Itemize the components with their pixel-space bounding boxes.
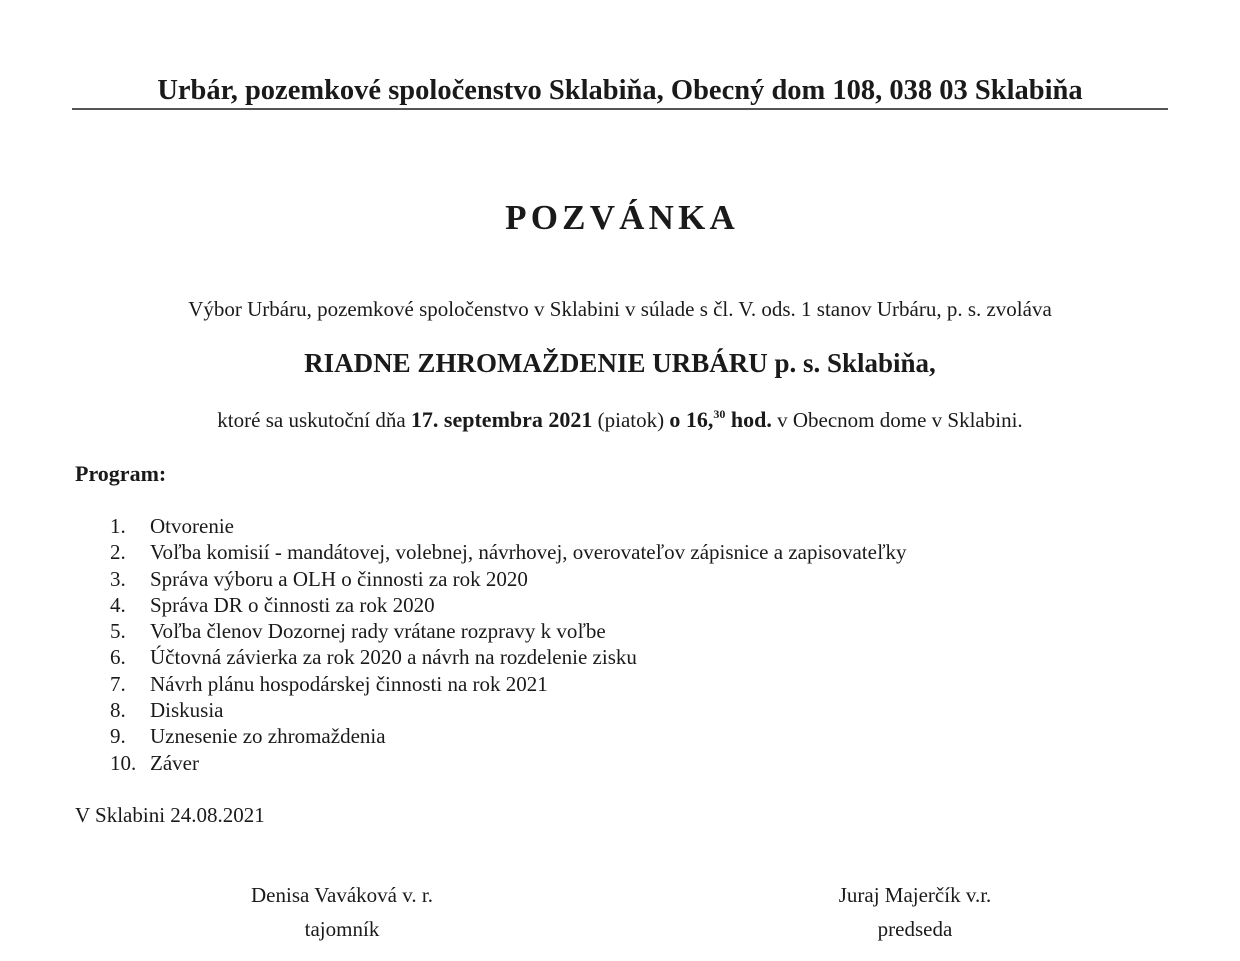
agenda-item (110, 513, 1070, 539)
agenda-item-number: 9. (110, 724, 126, 749)
agenda-item-number: 1. (110, 514, 126, 538)
meeting-details (0, 406, 1240, 434)
meeting-time-minutes: 30 (713, 407, 726, 421)
agenda-item-text: Voľba členov Dozornej rady vrátane rozpravy k voľbe (150, 619, 606, 644)
agenda-item-number: 8. (110, 698, 126, 723)
agenda-item-number: 10. (110, 750, 137, 775)
agenda-item (110, 697, 1070, 723)
agenda-item-text: Záver (150, 750, 199, 775)
agenda-item (110, 618, 1070, 644)
meeting-weekday: (piatok) (592, 408, 670, 432)
document-title: POZVÁNKA (505, 198, 740, 237)
agenda-item-text: Diskusia (150, 698, 224, 723)
agenda-item-text: Návrh plánu hospodárskej činnosti na rok 2021 (150, 671, 548, 696)
signature-role: tajomník (304, 917, 380, 941)
agenda-item-text: Správa DR o činnosti za rok 2020 (150, 592, 435, 617)
agenda-item (110, 592, 1070, 618)
program-heading: Program: (75, 461, 167, 486)
place-and-date: V Sklabini 24.08.2021 (75, 803, 265, 827)
agenda-item-number: 4. (110, 592, 126, 617)
organization-header: Urbár, pozemkové spoločenstvo Sklabiňa, Obecný dom 108, 038 03 Sklabiňa (157, 75, 1083, 106)
signature-name: Denisa Vaváková v. r. (251, 883, 433, 907)
agenda-item-number: 3. (110, 566, 126, 591)
signature-secretary (222, 878, 462, 946)
agenda-item-number: 6. (110, 645, 126, 670)
meeting-place: v Obecnom dome v Sklabini. (771, 408, 1023, 432)
agenda-list (110, 513, 1070, 776)
agenda-item-text: Otvorenie (150, 514, 234, 538)
signature-chairman (810, 878, 1020, 946)
meeting-date: 17. septembra 2021 (410, 407, 593, 432)
agenda-item-text: Uznesenie zo zhromaždenia (150, 724, 386, 749)
intro-paragraph: Výbor Urbáru, pozemkové spoločenstvo v Sklabini v súlade s čl. V. ods. 1 stanov Urbáru, p. s. zvoláva (188, 297, 1052, 321)
meeting-prefix: ktoré sa uskutoční dňa (217, 408, 411, 432)
meeting-time (669, 407, 771, 432)
signature-name: Juraj Majerčík v.r. (838, 883, 992, 907)
signature-role: predseda (877, 917, 953, 941)
meeting-time-suffix: hod. (725, 407, 772, 432)
assembly-heading: RIADNE ZHROMAŽDENIE URBÁRU p. s. Sklabiňa, (304, 348, 936, 378)
agenda-item-number: 2. (110, 540, 126, 565)
agenda-item-text: Správa výboru a OLH o činnosti za rok 2020 (150, 566, 528, 591)
agenda-item-text: Voľba komisií - mandátovej, volebnej, návrhovej, overovateľov zápisnice a zapisovateľky (150, 540, 907, 565)
agenda-item (110, 566, 1070, 592)
agenda-item (110, 750, 1070, 776)
agenda-item (110, 539, 1070, 565)
meeting-time-hour: o 16, (669, 407, 714, 432)
agenda-item (110, 723, 1070, 749)
header-divider (72, 108, 1168, 110)
agenda-item (110, 671, 1070, 697)
agenda-item-text: Účtovná závierka za rok 2020 a návrh na rozdelenie zisku (150, 645, 637, 670)
agenda-item-number: 7. (110, 671, 126, 696)
agenda-item-number: 5. (110, 619, 126, 644)
agenda-item (110, 644, 1070, 670)
